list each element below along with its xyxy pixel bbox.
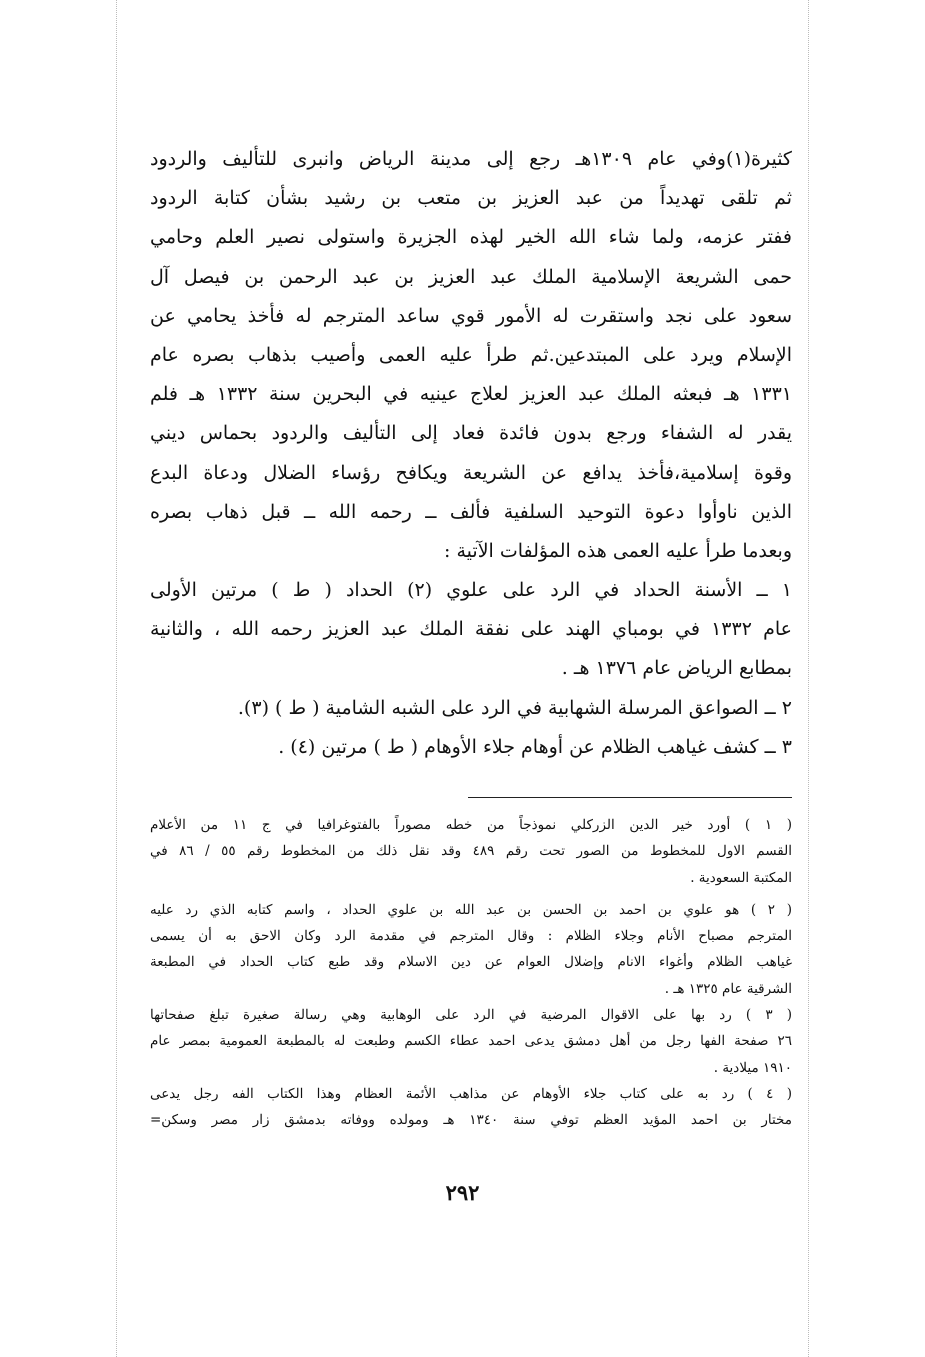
text-line: ففتر عزمه، ولما شاء الله الخير لهذه الجزيرة واستولى نصير العلم وحامي	[150, 226, 792, 249]
page-number: ٢٩٢	[445, 1180, 480, 1205]
text-line: سعود على نجد واستقرت له الأمور قوي ساعد المترجم له فأخذ يحامي عن	[150, 304, 792, 327]
footnote-line: ( ٢ ) هو علوي بن احمد بن الحسن بن عبد الله بن علوي الحداد ، واسم كتابه الذي رد عليه	[150, 901, 792, 918]
text-line: كثيرة(١)وفي عام ١٣٠٩هـ رجع إلى مدينة الرياض وانبرى للتأليف والردود	[150, 148, 792, 170]
footnote-line: المكتبة السعودية .	[690, 869, 792, 886]
text-line: الذين ناوأوا دعوة التوحيد السلفية فألف ــ رحمه الله ــ قبل ذهاب بصره	[150, 500, 792, 523]
text-line: حمى الشريعة الإسلامية الملك عبد العزيز بن عبد الرحمن بن فيصل آل	[150, 265, 792, 288]
footnote-line: مختار بن احمد المؤيد العظم توفي سنة ١٣٤٠ هـ ومولده ووفاته بدمشق زار مصر وسكن=	[150, 1112, 792, 1129]
text-line: وبعدما طرأ عليه العمى هذه المؤلفات الآتية :	[444, 539, 792, 562]
footnote-line: المترجم مصباح الأنام وجلاء الظلام : وقال المترجم في مقدمة الرد وكان الاحق به أن يسمى	[150, 928, 792, 945]
list-item-line: ١ ــ الأسنة الحداد في الرد على علوي (٢) الحداد ( ط ) مرتين الأولى	[150, 579, 792, 602]
list-item-line: ٢ ــ الصواعق المرسلة الشهابية في الرد على الشبه الشامية ( ط ) (٣).	[237, 696, 792, 719]
scan-margin-line-right	[808, 0, 809, 1357]
footnote-line: ٢٦ صفحة الفها رجل من أهل دمشق يدعى احمد عطاء الكسم وطبعت له بالمطبعة العمومية بمصر عام	[150, 1033, 792, 1050]
footnote-line: ( ١ ) أورد خير الدين الزركلي نموذجاً من خطه مصوراً بالفتوغرافيا في ج ١١ من الأعلام	[150, 817, 792, 833]
main-text	[150, 140, 792, 767]
footnote-separator	[468, 797, 792, 798]
text-line: يقدر له الشفاء ورجع بدون فائدة فعاد إلى التأليف والردود بحماس ديني	[150, 422, 792, 445]
list-item-line: بمطابع الرياض عام ١٣٧٦ هـ .	[561, 657, 792, 680]
text-line: الإسلام ويرد على المبتدعين.ثم طرأ عليه العمى وأصيب بذهاب بصره عام	[150, 343, 792, 366]
list-item-line: عام ١٣٣٢ في بومباي الهند على نفقة الملك عبد العزيز رحمه الله ، والثانية	[150, 618, 792, 641]
scan-margin-line-left	[116, 0, 117, 1357]
list-item-line: ٣ ــ كشف غياهب الظلام عن أوهام جلاء الأوهام ( ط ) مرتين (٤) .	[278, 735, 792, 758]
footnote-line: القسم الاول للمخطوط من الصور تحت رقم ٤٨٩ وقد نقل ذلك من المخطوط رقم ٥٥ / ٨٦ في	[150, 843, 792, 860]
footnote-line: غياهب الظلام وأغواء الانام وإضلال العوام عن دين الاسلام وقد طبع كتاب الحداد في المطبعة	[150, 954, 792, 971]
text-line: وقوة إسلامية،فأخذ يدافع عن الشريعة ويكافح رؤساء الضلال ودعاة البدع	[150, 461, 792, 484]
footnote-line: ( ٣ ) رد بها على الاقوال المرضية في الرد على الوهابية وهي رسالة صغيرة تبلغ صفحاتها	[150, 1007, 792, 1024]
footnote-line: ١٩١٠ ميلادية .	[713, 1059, 792, 1076]
text-line: ١٣٣١ هـ فبعثه الملك عبد العزيز لعلاج عينيه في البحرين سنة ١٣٣٢ هـ فلم	[150, 383, 792, 406]
footnote-line: الشرقية عام ١٣٢٥ هـ .	[664, 980, 792, 997]
footnotes	[150, 812, 792, 1134]
text-line: ثم تلقى تهديداً من عبد العزيز بن متعب بن رشيد بشأن كتابة الردود	[150, 187, 792, 210]
footnote-line: ( ٤ ) رد به على كتاب جلاء الأوهام عن مذاهب الأئمة العظام وهذا الكتاب الفه رجل يدعى	[150, 1085, 792, 1102]
